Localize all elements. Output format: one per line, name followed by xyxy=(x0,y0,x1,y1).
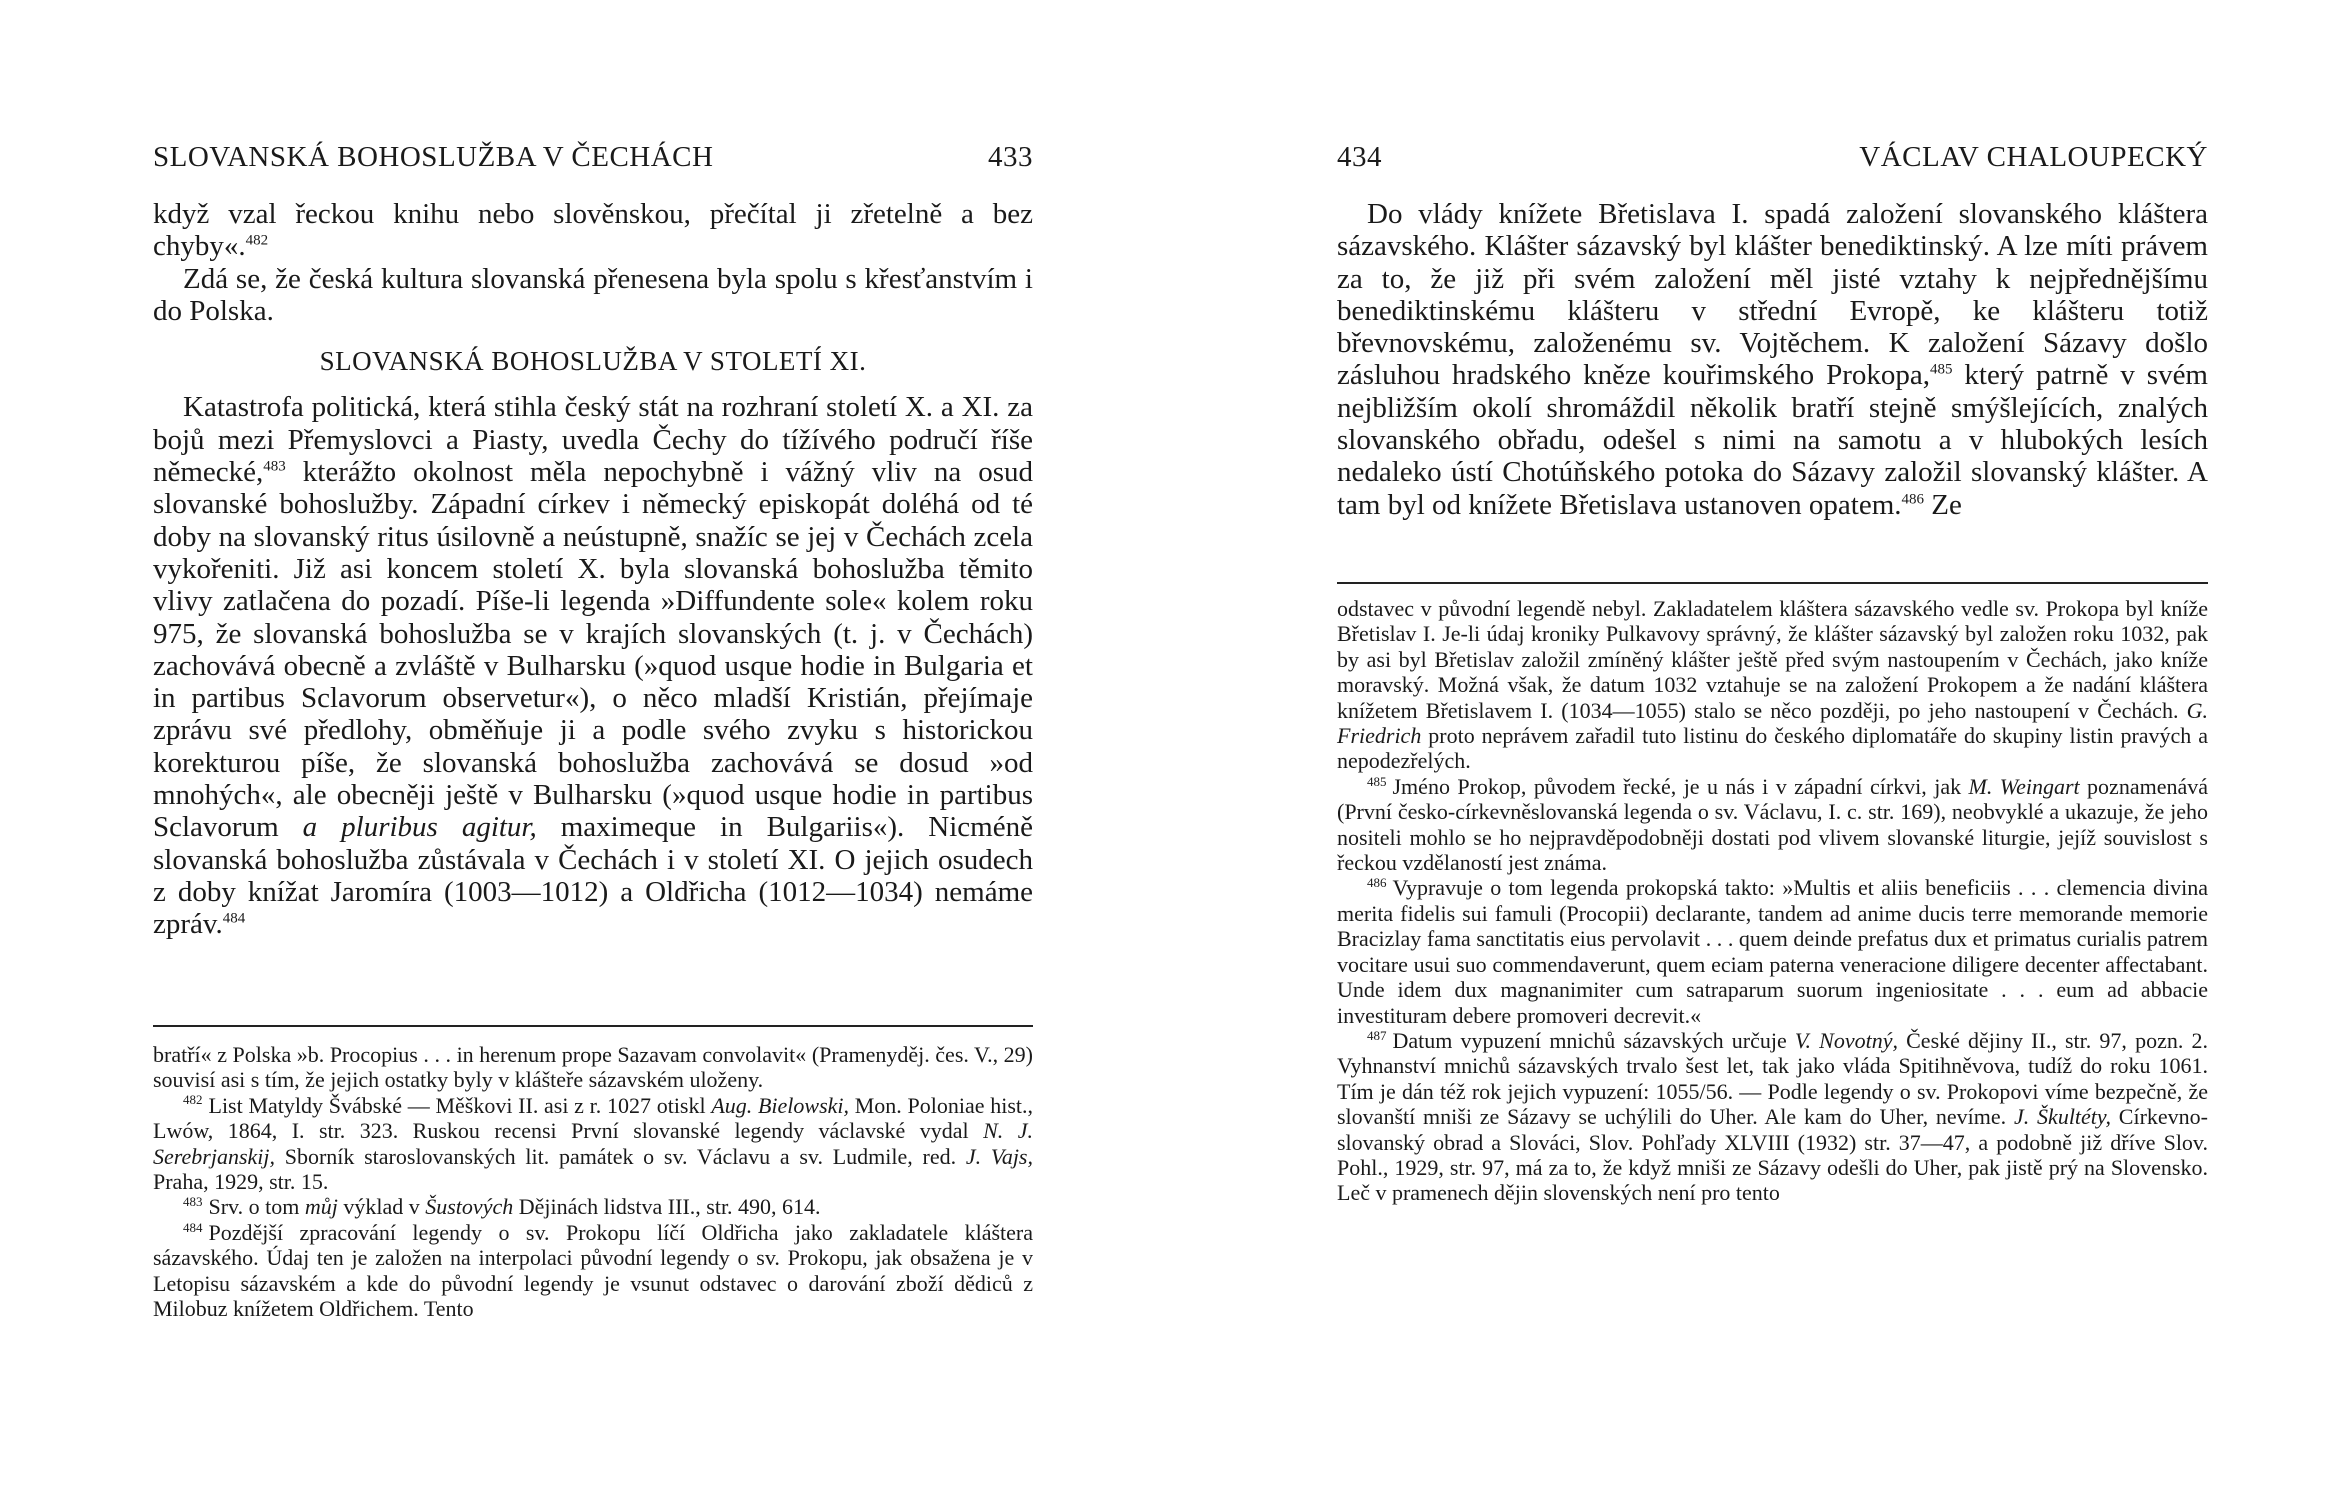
footnote-483: $^{483}$ Srv. o tom můj výklad v Šustových Dějinách lidstva III., str. 490, 614. xyxy=(183,1194,821,1220)
footnote-482: $^{482}$ List Matyldy Švábské — Měškovi II. asi z r. 1027 otiskl Aug. Bielowski, Mon. Poloniae hist., Lwów, 1864, I. str. 323. Ruskou recensi První slovanské legendy václavské vydal N. J. Serebrjanskij, Sborník staroslovanských lit. památek o sv. Václavu a sv. Ludmile, red. J. Vajs, Praha, 1929, str. 15. xyxy=(153,1092,1034,1195)
page-number: 434 xyxy=(1337,141,1382,173)
paragraph: Do vlády knížete Břetislava I. spadá založení slovanského kláštera sázavského. Klášter sázavský byl klášter benediktinský. A lze míti právem za to, že již při svém založení měl jisté vztahy k nejpřednějšímu benediktinskému klášteru v střední Evropě, ke klášteru totiž břevnovskému, založenému sv. Vojtěchem. K založení Sázavy došlo zásluhou hradského kněze kouřimského Prokopa,$^{485}$ který patrně v svém nejbližším okolí shromáždil několik bratří stejně smýšlejících, znalých slovanského obřadu, odešel s nimi na samotu a v hlubokých lesích nedaleko ústí Chotúňského potoka do Sázavy založil slovanský klášter. A tam byl od knížete Břetislava ustanoven opatem.$^{486}$ Ze xyxy=(1337,198,2208,521)
footnotes xyxy=(1337,596,2208,1206)
footnote-continuation: bratří« z Polska »b. Procopius . . . in herenum prope Sazavam convolavit« (Pramenyděj. čes. V., 29) souvisí asi s tím, že jejich ostatky byly v klášteře sázavském uloženy. xyxy=(153,1042,1033,1093)
footnote-rule xyxy=(1337,582,2208,584)
paragraph: když vzal řeckou knihu nebo slověnskou, přečítal ji zřetelně a bez chyby«.$^{482}$ xyxy=(153,198,1033,263)
running-header xyxy=(153,141,1033,177)
footnote-485: $^{485}$ Jméno Prokop, původem řecké, je u nás i v západní církvi, jak M. Weingart poznamenává (První česko-církevněslovanská legenda o sv. Václavu, I. c. str. 169), neobvyklé a ukazuje, že jeho nositeli mohlo se ho nejpravděpodobněji dostati pod vlivem slovanské liturgie, jejíž souvislost s řeckou vzdělaností jest známa. xyxy=(1337,773,2208,876)
left-page xyxy=(153,0,1033,1500)
footnote-continuation: odstavec v původní legendě nebyl. Zakladatelem kláštera sázavského vedle sv. Prokopa byl kníže Břetislav I. Je-li údaj kroniky Pulkavovy správný, že klášter sázavský byl založen roku 1032, pak by asi byl Břetislav založil zmíněný klášter ještě před svým nastoupením v Čechách, jako kníže moravský. Možná však, že datum 1032 vztahuje se na založení Prokopem a že nadání kláštera knížetem Břetislavem I. (1034—1055) stalo se něco později, po jeho nastoupení v Čechách. G. Friedrich proto neprávem zařadil tuto listinu do českého diplomatáře do skupiny listin pravých a nepodezřelých. xyxy=(1337,596,2208,774)
footnotes xyxy=(153,1042,1033,1321)
body-text xyxy=(153,198,1033,941)
running-title: SLOVANSKÁ BOHOSLUŽBA V ČECHÁCH xyxy=(153,141,714,173)
running-header xyxy=(1337,141,2208,177)
footnote-rule xyxy=(153,1025,1033,1027)
page-number: 433 xyxy=(988,141,1033,173)
section-heading: SLOVANSKÁ BOHOSLUŽBA V STOLETÍ XI. xyxy=(319,346,867,377)
footnote-487: $^{487}$ Datum vypuzení mnichů sázavských určuje V. Novotný, České dějiny II., str. 97, pozn. 2. Vyhnanství mnichů sázavských trvalo šest let, tak jako vláda Spitihněvova, tudíž do roku 1061. Tím je dán též rok jejich vypuzení: 1055/56. — Podle legendy o sv. Prokopovi víme bezpečně, že slovanští mniši ze Sázavy se uchýlili do Uher. Ale kam do Uher, nevíme. J. Škultéty, Církevno-slovanský obrad a Slováci, Slov. Pohľady XLVIII (1932) str. 37—47, a podobně již dříve Slov. Pohl., 1929, str. 97, má za to, že když mniši ze Sázavy odešli do Uher, pak jistě prý na Slovensko. Leč v pramenech dějin slovenských není pro tento xyxy=(1337,1027,2209,1206)
running-title: VÁCLAV CHALOUPECKÝ xyxy=(1859,141,2208,173)
paragraph: Katastrofa politická, která stihla český stát na rozhraní století X. a XI. za bojů mezi Přemyslovci a Piasty, uvedla Čechy do tížívého područí říše německé,$^{483}$ kterážto okolnost měla nepochybně i vážný vliv na osud slovanské bohoslužby. Západní církev i německý episkopát doléhá od té doby na slovanský ritus úsilovně a neústupně, snažíc se jej v Čechách zcela vykořeniti. Již asi koncem století X. byla slovanská bohoslužba těmito vlivy zatlačena do pozadí. Píše-li legenda »Diffundente sole« kolem roku 975, že slovanská bohoslužba se v krajích slovanských (t. j. v Čechách) zachovává obecně a zvláště v Bulharsku (»quod usque hodie in Bulgaria et in partibus Sclavorum observetur«), o něco mladší Kristián, přejímaje zprávu své předlohy, obměňuje ji a podle svého zvyku s historickou korekturou píše, že slovanská bohoslužba zachovává se dosud »od mnohých«, ale obecněji ještě v Bulharsku (»quod usque hodie in partibus Sclavorum a pluribus agitur, maximeque in Bulgariis«). Nicméně slovanská bohoslužba zůstávala v Čechách i v století XI. O jejich osudech z doby knížat Jaromíra (1003—1012) a Oldřicha (1012—1034) nemáme zpráv.$^{484}$ xyxy=(153,391,1033,941)
paragraph: Zdá se, že česká kultura slovanská přenesena byla spolu s křesťanstvím i do Polska. xyxy=(153,262,1033,327)
body-text xyxy=(1337,198,2208,521)
footnote-486: $^{486}$ Vypravuje o tom legenda prokopská takto: »Multis et aliis beneficiis . . . clemencia divina merita fidelis sui famuli (Procopii) declarante, tandem ad anime ducis terre memorande memorie Bracizlay fama sanctitatis eius pervolavit . . . quem deinde prefatus dux et primatus curialis patrem vocitare usui suo commendaverunt, quem eciam paterna veneracione diligere decenter affectabant. Unde idem dux magnanimiter cum satraparum suorum ingeniositate . . . eum ad abbacie investituram debere promoveri decrevit.« xyxy=(1337,875,2208,1028)
right-page xyxy=(1337,0,2208,1500)
footnote-484: $^{484}$ Pozdější zpracování legendy o sv. Prokopu líčí Oldřicha jako zakladatele kláštera sázavského. Údaj ten je založen na interpolaci původní legendy o sv. Prokopu, jak obsažena je v Letopisu sázavském a kde do původní legendy je vsunut odstavec o darování zboží dědiců z Milobuz knížetem Oldřichem. Tento xyxy=(153,1219,1033,1322)
